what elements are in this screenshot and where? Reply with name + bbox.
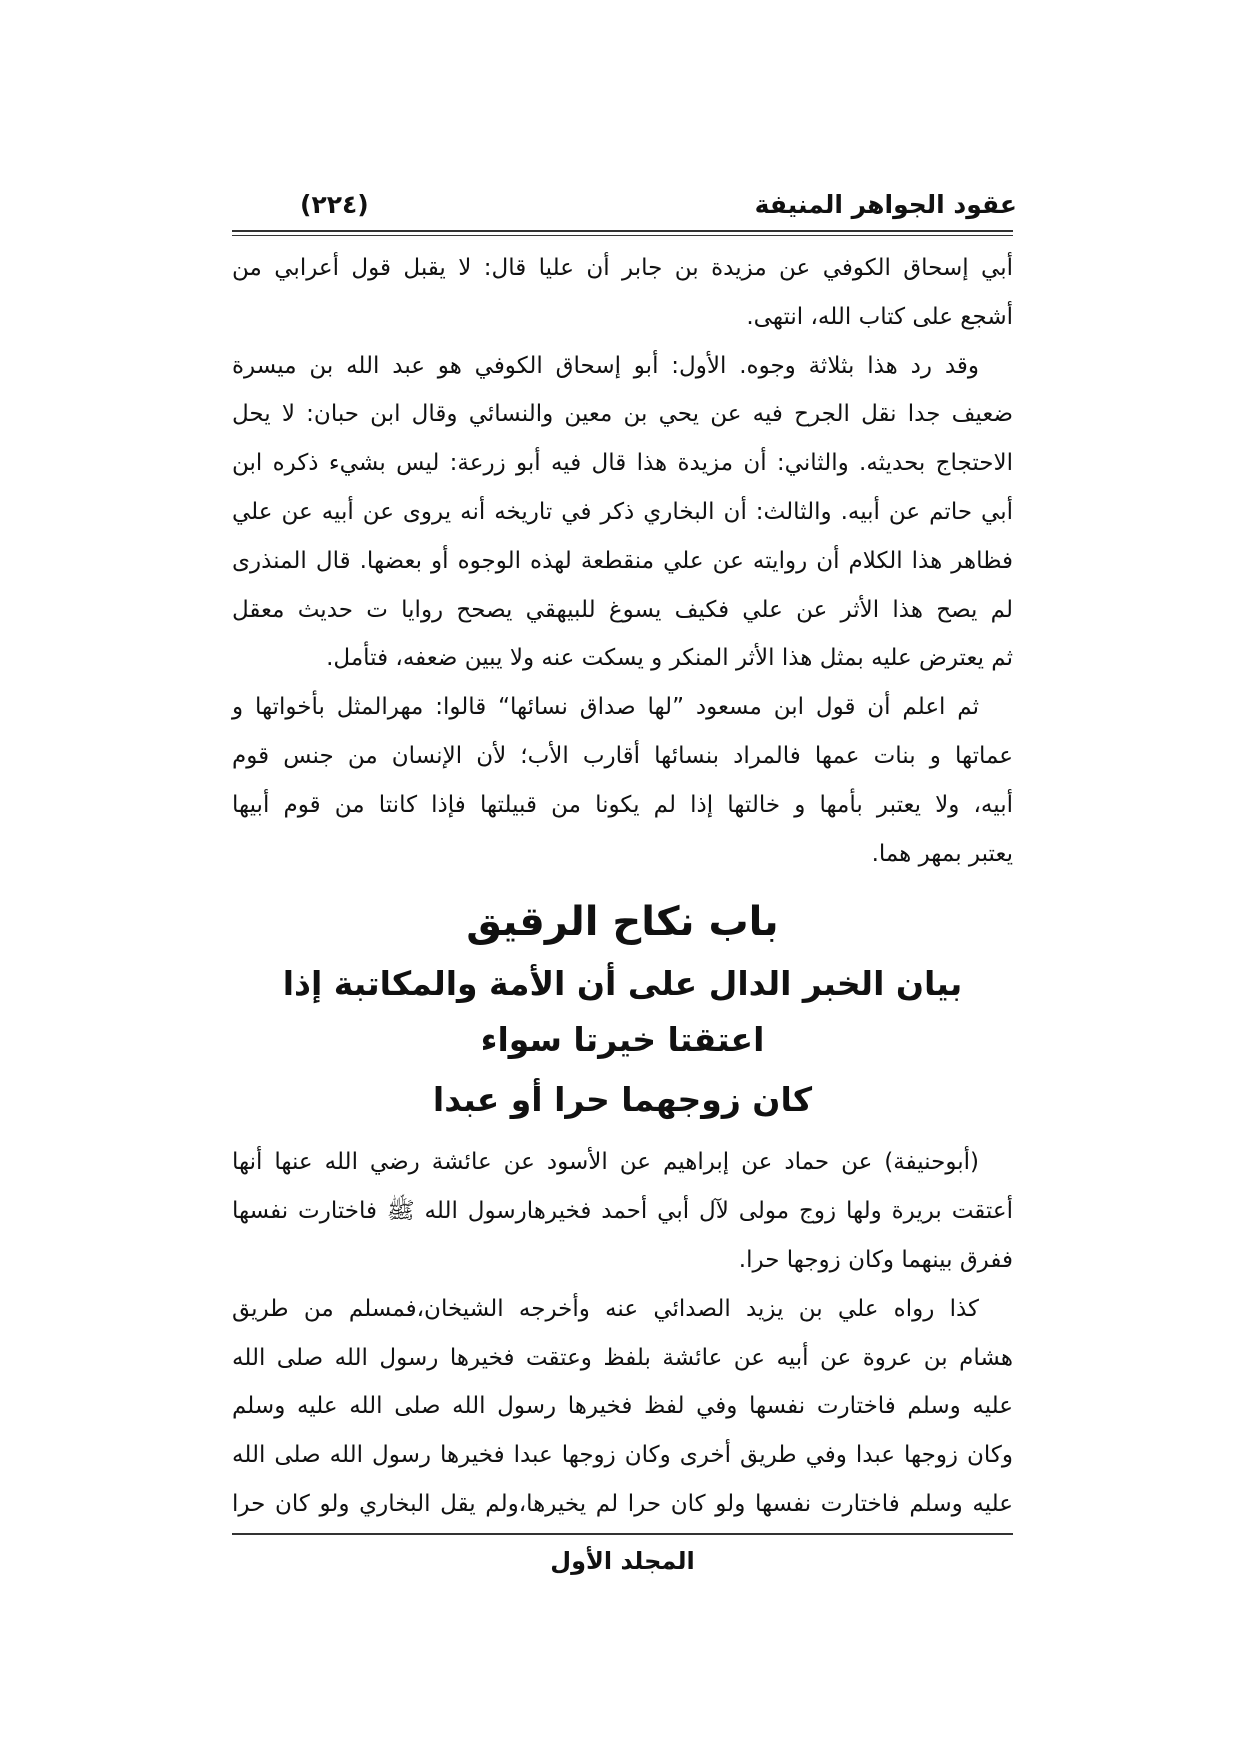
footer-volume: المجلد الأول [550, 1546, 695, 1575]
text-line: أبيه، ولا يعتبر بأمها و خالتها إذا لم يكونا من قبيلتها فإذا كانتا من قوم أبيها [232, 791, 1013, 818]
chapter-title: باب نكاح الرقيق [466, 899, 779, 946]
text-line: أعتقت بريرة ولها زوج مولى لآل أبي أحمد فخيرهارسول الله ﷺ فاختارت نفسها [232, 1198, 1013, 1225]
header-rule-top [232, 230, 1013, 232]
section-title-line-1: بيان الخبر الدال على أن الأمة والمكاتبة إذا اعتقتا خيرتا سواء [282, 964, 963, 1060]
text-line: الاحتجاج بحديثه. والثاني: أن مزيدة هذا قال فيه أبو زرعة: ليس بشيء ذكره ابن [232, 450, 1013, 477]
text-line: عليه وسلم فاختارت نفسها وفي لفظ فخيرها رسول الله صلى الله عليه وسلم [232, 1393, 1013, 1420]
text-block-2 [232, 1138, 1013, 1528]
text-line: فظاهر هذا الكلام أن روايته عن علي منقطعة لهذه الوجوه أو بعضها. قال المنذرى [232, 547, 1013, 574]
text-line: (أبوحنيفة) عن حماد عن إبراهيم عن الأسود عن عائشة رضي الله عنها أنها [232, 1149, 979, 1176]
text-line: ثم اعلم أن قول ابن مسعود ”لها صداق نسائها“ قالوا: مهرالمثل بأخواتها و [232, 694, 979, 721]
text-line: أبي حاتم عن أبيه. والثالث: أن البخاري ذكر في تاريخه أنه يروى عن أبيه عن علي [232, 498, 1013, 525]
text-line: لم يصح هذا الأثر عن علي فكيف يسوغ للبيهقي يصحح روايا ت حديث معقل [232, 596, 1013, 623]
text-line: ضعيف جدا نقل الجرح فيه عن يحي بن معين والنسائي وقال ابن حبان: لا يحل [232, 401, 1013, 428]
running-header [232, 182, 1017, 230]
text-block-1 [232, 244, 1013, 878]
text-line: عليه وسلم فاختارت نفسها ولو كان حرا لم يخيرها،ولم يقل البخاري ولو كان حرا [232, 1490, 1013, 1517]
text-line: يعتبر بمهر هما. [871, 840, 1013, 867]
text-line: أشجع على كتاب الله، انتهى. [746, 303, 1013, 330]
text-line: ثم يعترض عليه بمثل هذا الأثر المنكر و يسكت عنه ولا يبين ضعفه، فتأمل. [326, 645, 1013, 672]
text-line: أبي إسحاق الكوفي عن مزيدة بن جابر أن عليا قال: لا يقبل قول أعرابي من [232, 255, 1013, 281]
text-line: كذا رواه علي بن يزيد الصدائي عنه وأخرجه الشيخان،فمسلم من طريق [232, 1295, 979, 1322]
running-header-title: عقود الجواهر المنيفة [754, 190, 1017, 219]
section-title-line-2: كان زوجهما حرا أو عبدا [432, 1080, 813, 1120]
header-rule-bottom [232, 235, 1013, 236]
text-line: وقد رد هذا بثلاثة وجوه. الأول: أبو إسحاق الكوفي هو عبد الله بن ميسرة [232, 352, 979, 379]
page [232, 182, 1017, 1581]
page-number: (٢٢٤) [300, 190, 369, 219]
text-line: ففرق بينهما وكان زوجها حرا. [738, 1246, 1013, 1273]
text-line: وكان زوجها عبدا وفي طريق أخرى وكان زوجها عبدا فخيرها رسول الله صلى الله [232, 1442, 1013, 1469]
footer-rule [232, 1533, 1013, 1535]
text-line: عماتها و بنات عمها فالمراد بنسائها أقارب الأب؛ لأن الإنسان من جنس قوم [232, 742, 1013, 769]
text-line: هشام بن عروة عن أبيه عن عائشة بلفظ وعتقت فخيرها رسول الله صلى الله [232, 1344, 1013, 1371]
